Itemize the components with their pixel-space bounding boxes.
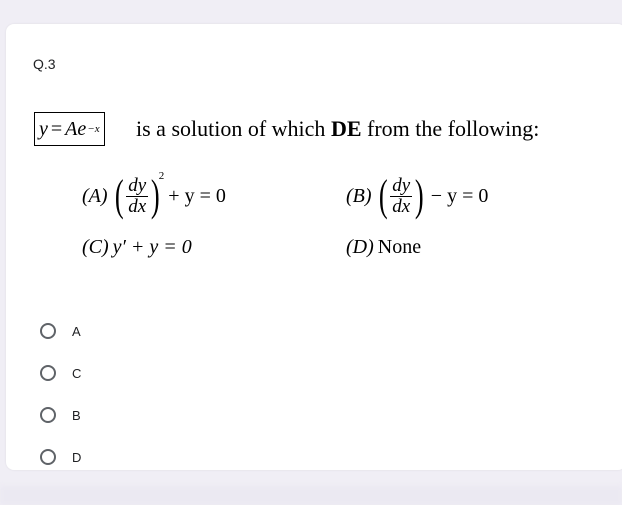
option-b-denominator: dx bbox=[392, 195, 411, 217]
option-b-numerator: dy bbox=[392, 174, 411, 196]
prompt-bold: DE bbox=[330, 116, 362, 141]
option-a-denominator: dx bbox=[128, 195, 147, 217]
footer-strip bbox=[0, 486, 622, 505]
choice-label: A bbox=[72, 323, 81, 339]
prompt-pre: is a solution of which bbox=[136, 116, 331, 141]
radio-button[interactable] bbox=[40, 407, 56, 423]
equation-box bbox=[34, 112, 105, 146]
option-a-rest: + y = 0 bbox=[168, 184, 226, 207]
choice-label: D bbox=[72, 449, 82, 465]
option-a-label: (A) bbox=[82, 184, 108, 207]
equation-lhs: y bbox=[39, 117, 48, 140]
option-a-numerator: dy bbox=[128, 174, 147, 196]
equation-exponent: −x bbox=[87, 123, 100, 135]
option-d-text: None bbox=[377, 236, 422, 258]
option-c-text: y′ + y = 0 bbox=[112, 236, 192, 258]
option-a-left-paren: ( bbox=[114, 171, 124, 220]
radio-button[interactable] bbox=[40, 449, 56, 465]
option-b-right-paren: ) bbox=[415, 171, 424, 220]
option-a-right-paren: ) bbox=[151, 171, 160, 220]
question-card bbox=[6, 24, 622, 470]
option-d-label: (D) bbox=[346, 236, 374, 258]
question-image bbox=[34, 112, 564, 262]
equation-equals: = bbox=[50, 117, 63, 140]
option-a bbox=[82, 170, 226, 220]
option-a-power: 2 bbox=[158, 170, 165, 182]
question-prompt bbox=[136, 116, 539, 142]
question-number: Q.3 bbox=[33, 56, 56, 72]
option-b bbox=[346, 171, 489, 220]
option-d bbox=[346, 236, 421, 259]
option-b-fraction bbox=[390, 176, 412, 217]
choice-label: B bbox=[72, 407, 81, 423]
choice-d[interactable] bbox=[40, 436, 81, 478]
radio-button[interactable] bbox=[40, 323, 56, 339]
option-b-rest: − y = 0 bbox=[430, 184, 489, 207]
equation-coef: Ae bbox=[65, 117, 87, 140]
radio-button[interactable] bbox=[40, 365, 56, 381]
option-b-label: (B) bbox=[346, 184, 372, 207]
option-b-left-paren: ( bbox=[378, 171, 388, 220]
option-c-label: (C) bbox=[82, 236, 109, 258]
choice-label: C bbox=[72, 365, 82, 381]
prompt-post: from the following: bbox=[361, 116, 540, 141]
option-c bbox=[82, 236, 192, 259]
choice-b[interactable] bbox=[40, 394, 81, 436]
choice-c[interactable] bbox=[40, 352, 81, 394]
answer-choices bbox=[40, 310, 81, 478]
option-a-fraction bbox=[126, 176, 148, 217]
choice-a[interactable] bbox=[40, 310, 81, 352]
